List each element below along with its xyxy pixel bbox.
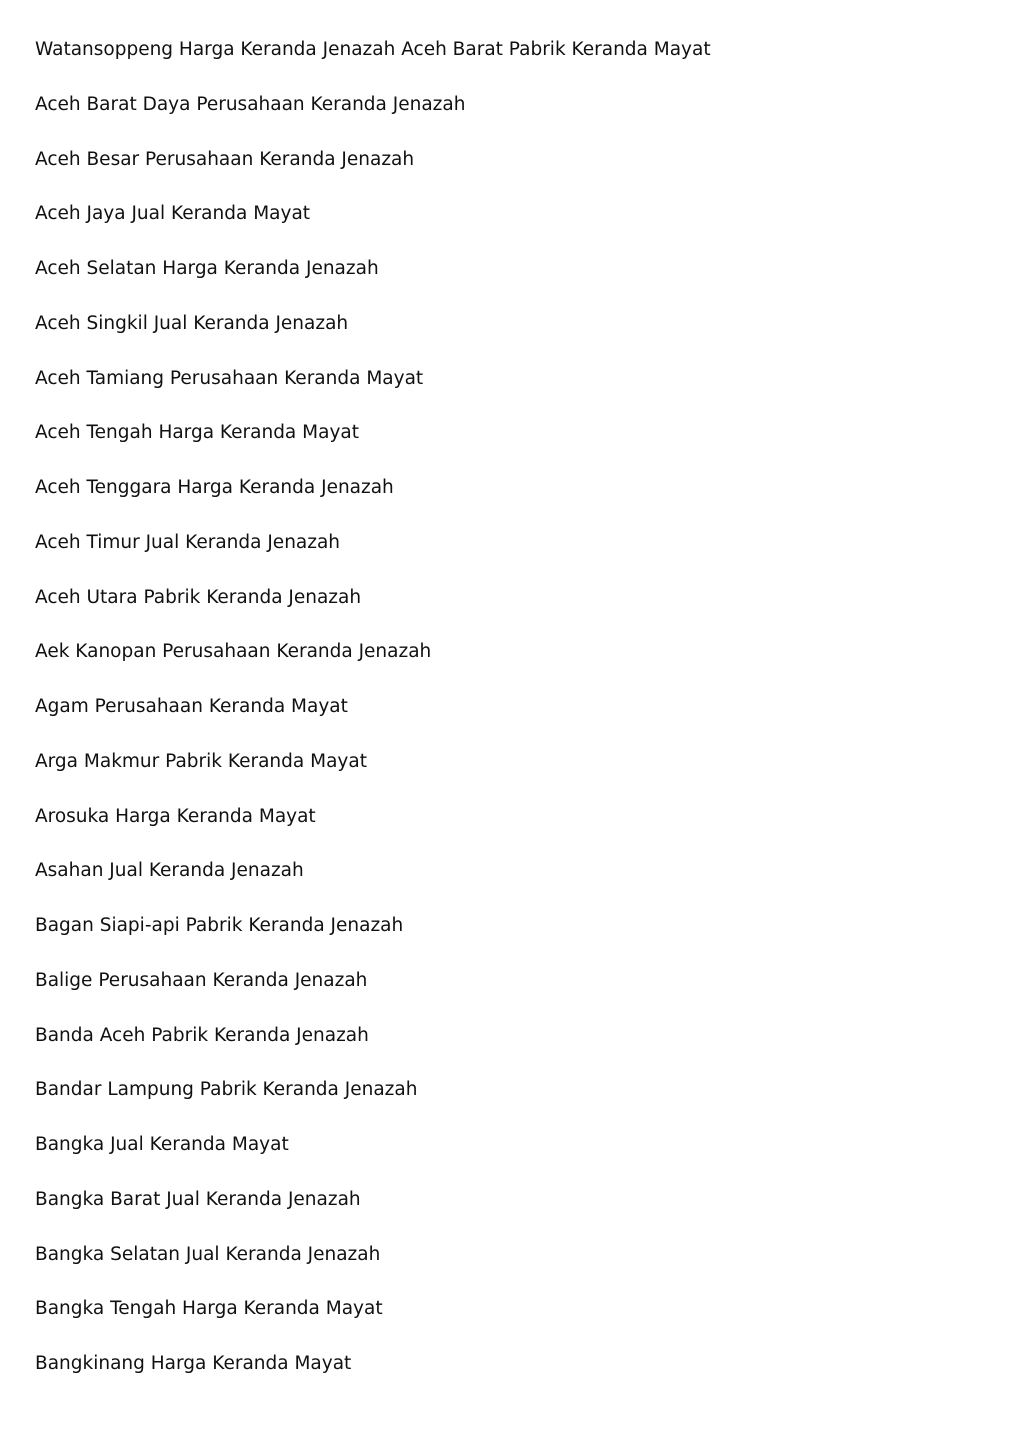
document-line: Aceh Singkil Jual Keranda Jenazah xyxy=(35,312,349,334)
document-line: Banda Aceh Pabrik Keranda Jenazah xyxy=(35,1024,369,1046)
document-line: Aceh Besar Perusahaan Keranda Jenazah xyxy=(35,148,415,170)
document-line: Aceh Tenggara Harga Keranda Jenazah xyxy=(35,477,394,498)
document-line: Bangka Jual Keranda Mayat xyxy=(35,1134,289,1155)
document-line: Bangka Selatan Jual Keranda Jenazah xyxy=(35,1243,381,1265)
document-line: Aceh Tengah Harga Keranda Mayat xyxy=(35,422,359,444)
document-line: Aceh Timur Jual Keranda Jenazah xyxy=(35,531,341,553)
document-line: Aceh Barat Daya Perusahaan Keranda Jenazah xyxy=(35,93,466,115)
document-line: Bangkinang Harga Keranda Mayat xyxy=(35,1353,352,1374)
document-line: Watansoppeng Harga Keranda Jenazah Aceh Barat Pabrik Keranda Mayat xyxy=(35,39,711,60)
document-line: Arosuka Harga Keranda Mayat xyxy=(35,805,316,827)
document-line: Aceh Utara Pabrik Keranda Jenazah xyxy=(35,586,362,608)
document-line: Aek Kanopan Perusahaan Keranda Jenazah xyxy=(35,641,432,663)
document-body xyxy=(35,36,1004,1405)
document-line: Agam Perusahaan Keranda Mayat xyxy=(35,696,348,717)
document-line: Aceh Jaya Jual Keranda Mayat xyxy=(35,203,311,225)
document-line: Arga Makmur Pabrik Keranda Mayat xyxy=(35,750,367,772)
document-line: Aceh Selatan Harga Keranda Jenazah xyxy=(35,258,379,279)
document-line: Bagan Siapi-api Pabrik Keranda Jenazah xyxy=(35,915,404,936)
document-line: Bandar Lampung Pabrik Keranda Jenazah xyxy=(35,1079,418,1101)
document-line: Bangka Tengah Harga Keranda Mayat xyxy=(35,1298,383,1320)
document-line: Balige Perusahaan Keranda Jenazah xyxy=(35,969,368,991)
document-line: Asahan Jual Keranda Jenazah xyxy=(35,860,304,882)
document-line: Bangka Barat Jual Keranda Jenazah xyxy=(35,1188,361,1210)
document-line: Aceh Tamiang Perusahaan Keranda Mayat xyxy=(35,367,424,389)
